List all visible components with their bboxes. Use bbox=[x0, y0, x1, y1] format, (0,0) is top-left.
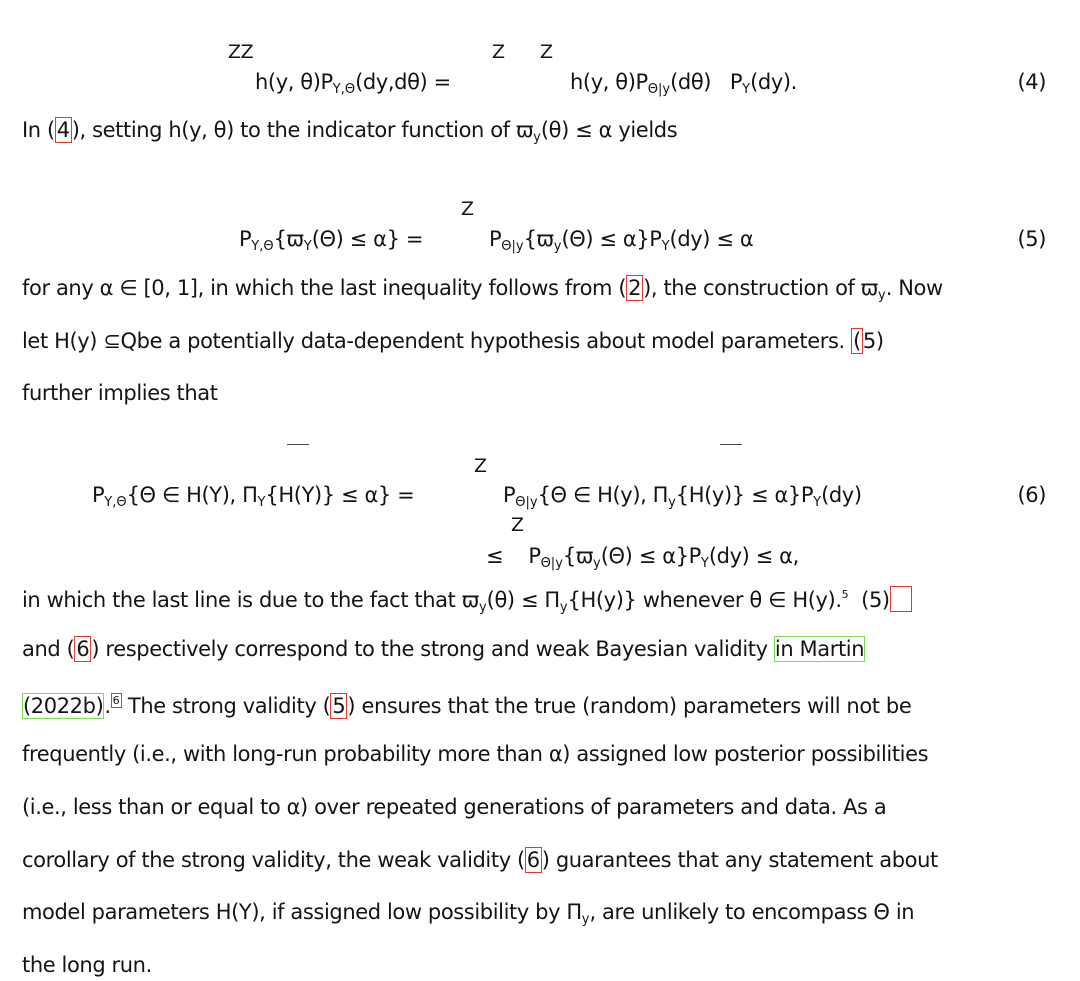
body-text-line: corollary of the strong validity, the weak validity (6) guarantees that any statement about bbox=[22, 848, 938, 872]
equation-number: (4) bbox=[1017, 70, 1046, 94]
equation-reference-link[interactable]: 2 bbox=[628, 276, 642, 300]
overline bbox=[287, 444, 309, 445]
integral-sign: Z bbox=[474, 455, 487, 477]
body-text-line: frequently (i.e., with long-run probability more than α) assigned low posterior possibilities bbox=[22, 742, 929, 766]
equation-6-lhs: $P_{Y,\Theta}\{\Theta$ ∈ H(Y), $\Pi_Y\{H(Y)\} \le \alpha$} = bbox=[92, 483, 415, 510]
equation-reference-link[interactable]: 6 bbox=[526, 848, 540, 872]
equation-5-lhs: $P_{Y,\Theta}\{ϖ_Y(\Theta) \le \alpha\}$ = bbox=[239, 227, 424, 254]
body-text-line: further implies that bbox=[22, 381, 218, 405]
body-text-line: the long run. bbox=[22, 953, 152, 977]
body-text-line: let H(y) ⊆Qbe a potentially data-dependent hypothesis about model parameters. (5) bbox=[22, 329, 884, 353]
equation-reference-link[interactable]: 5 bbox=[332, 694, 346, 718]
empty-reference-box[interactable] bbox=[890, 586, 912, 612]
equation-reference-link[interactable]: 6 bbox=[76, 637, 90, 661]
equation-reference-link[interactable]: (5) bbox=[861, 588, 890, 612]
integral-sign: Z bbox=[492, 41, 505, 63]
integral-sign: Z bbox=[461, 198, 474, 220]
equation-4-rhs: h(y, $\theta)P_{\Theta|y}(d\theta)$ $P_Y(dy)$. bbox=[570, 70, 797, 97]
body-text-line: in which the last line is due to the fact that $ϖ_y(\theta) \le \Pi_y\{H(y)\}$ whenever θ ∈ H(y).$^5$ (5) bbox=[22, 582, 912, 621]
equation-reference-link[interactable]: 4 bbox=[56, 118, 70, 142]
citation-link[interactable]: (2022b) bbox=[23, 694, 104, 718]
equation-number: (6) bbox=[1017, 483, 1046, 507]
equation-6-rhs-line1: $P_{\Theta|y}\{\Theta$ ∈ H(y), $\Pi_y\{H(y)\} \le \alpha\}P_Y(dy)$ bbox=[503, 483, 862, 510]
integral-sign: Z bbox=[540, 41, 553, 63]
body-text-line: In (4), setting h(y, θ) to the indicator function of $ϖ_y(\theta) \le \alpha$ yields bbox=[22, 118, 678, 145]
body-text-line: (i.e., less than or equal to α) over repeated generations of parameters and data. As a bbox=[22, 795, 887, 819]
body-text-line: and (6) respectively correspond to the strong and weak Bayesian validity in Martin bbox=[22, 637, 865, 661]
equation-4-lhs: h(y, $\theta)P_{Y,\Theta}(dy,d\theta)$ = bbox=[255, 70, 451, 97]
integral-sign: Z bbox=[511, 514, 524, 536]
equation-reference-link[interactable]: ( bbox=[853, 329, 861, 353]
footnote-marker[interactable]: 6 bbox=[112, 694, 120, 707]
equation-6-rhs-line2: ≤ $P_{\Theta|y}\{ϖ_y(\Theta) \le \alpha\}P_Y(dy) \le \alpha$, bbox=[486, 544, 799, 571]
body-text-line: model parameters H(Y), if assigned low possibility by $\Pi_y$, are unlikely to encompass Θ in bbox=[22, 900, 915, 927]
body-text-line: (2022b). $^6$ The strong validity (5) ensures that the true (random) parameters will not be bbox=[23, 694, 912, 718]
footnote-marker[interactable]: 5 bbox=[841, 588, 849, 601]
equation-number: (5) bbox=[1017, 227, 1046, 251]
overline bbox=[720, 444, 742, 445]
equation-5-rhs: $P_{\Theta|y}\{ϖ_y(\Theta) \le \alpha\}P_Y(dy) \le \alpha$ bbox=[489, 227, 754, 254]
double-integral-sign: ZZ bbox=[228, 41, 254, 63]
citation-link[interactable]: in Martin bbox=[774, 637, 865, 661]
body-text-line: for any α ∈ [0, 1], in which the last inequality follows from (2), the construction of $ϖ_y$. Now bbox=[22, 276, 943, 303]
